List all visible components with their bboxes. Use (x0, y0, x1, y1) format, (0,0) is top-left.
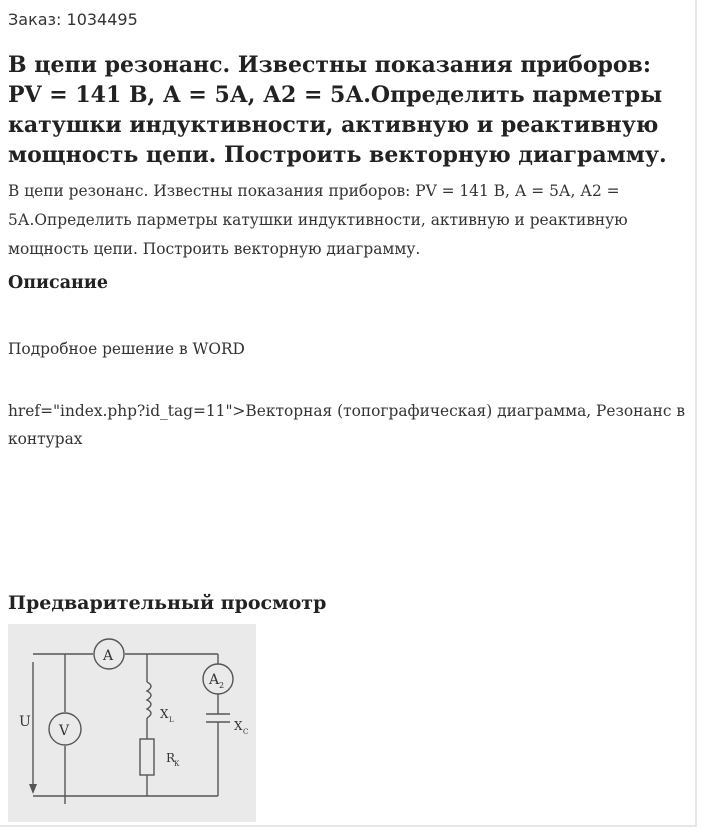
circuit-diagram (8, 624, 256, 822)
resistor-label: R (166, 751, 176, 765)
voltage-label: U (19, 714, 31, 730)
ammeter-a2-sub: 2 (219, 681, 225, 690)
circuit-preview-image (8, 624, 256, 822)
resistor-sub: К (174, 760, 180, 768)
solution-format-text: Подробное решение в WORD (8, 340, 245, 358)
page-title: В цепи резонанс. Известны показания приборов: PV = 141 В, А = 5А, А2 = 5А.Определить парметры катушки индуктивности, активную и реактивную мощность цепи. Построить векторную диаграмму. (8, 52, 667, 168)
capacitor-label: X (234, 719, 243, 733)
voltmeter-label: V (59, 723, 70, 739)
inductor-label: X (160, 707, 169, 721)
inductor-sub: L (169, 716, 174, 724)
order-number: Заказ: 1034495 (8, 10, 138, 29)
tags-text: href="index.php?id_tag=11">Векторная (топографическая) диаграмма, Резонанс в контурах (8, 402, 686, 448)
ammeter-a2-label: A (209, 672, 220, 688)
task-description: В цепи резонанс. Известны показания приборов: PV = 141 В, А = 5А, А2 = 5А.Определить парметры катушки индуктивности, активную и реактивную мощность цепи. Построить векторную диаграмму. (8, 182, 628, 258)
description-heading: Описание (8, 273, 108, 293)
preview-heading: Предварительный просмотр (8, 592, 327, 614)
ammeter-a-label: A (103, 648, 114, 664)
capacitor-sub: C (243, 728, 249, 736)
voltage-arrow-head (29, 784, 37, 794)
